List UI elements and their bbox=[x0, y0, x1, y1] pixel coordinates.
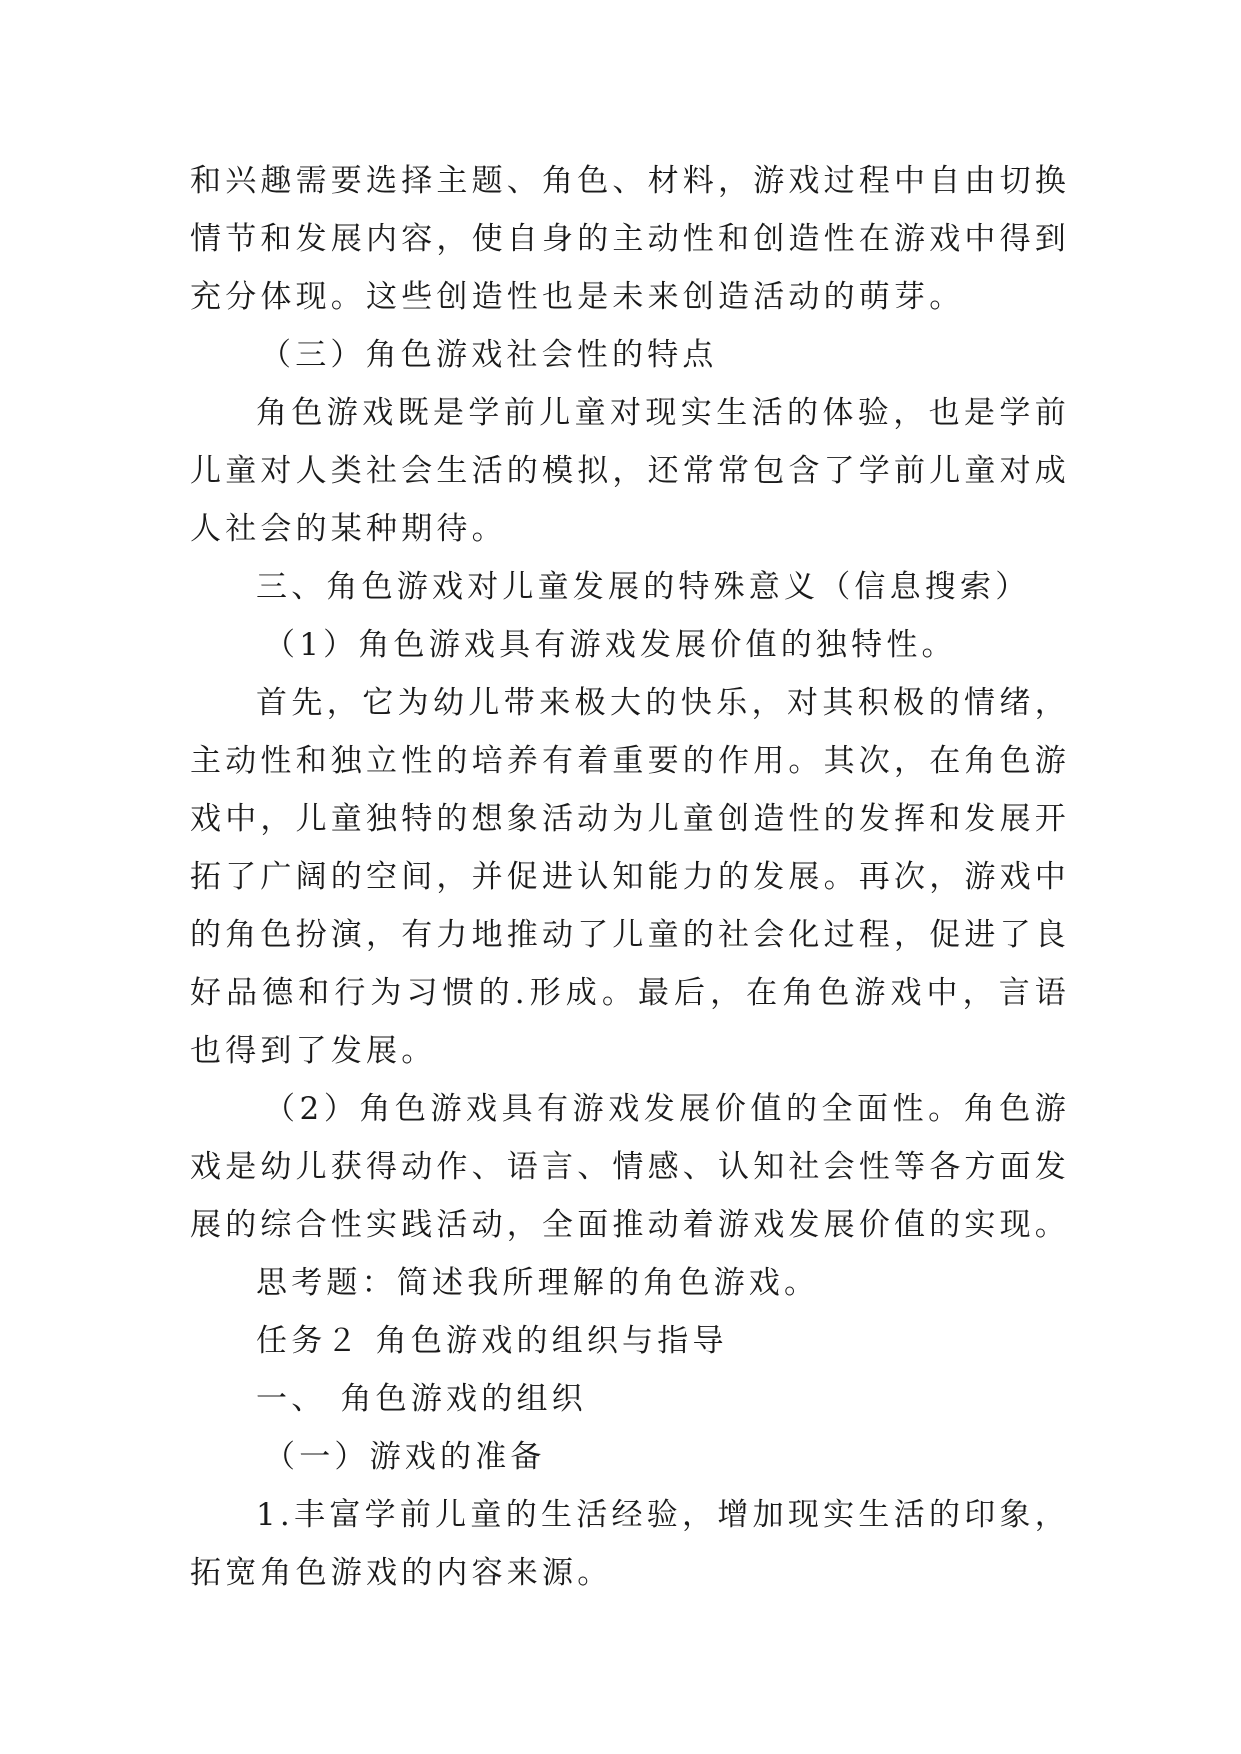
thinking-question: 思考题：简述我所理解的角色游戏。 bbox=[256, 1265, 820, 1301]
document-body bbox=[190, 152, 1070, 1602]
section-heading-organization: 一、 角色游戏的组织 bbox=[256, 1381, 587, 1417]
section-heading-social-nature: （三）角色游戏社会性的特点 bbox=[260, 337, 718, 373]
paragraph-uniqueness: 首先，它为幼儿带来极大的快乐，对其积极的情绪，主动性和独立性的培养有着重要的作用。其次，在角色游戏中，儿童独特的想象活动为儿童创造性的发挥和发展开拓了广阔的空间，并促进认知能力的发展。再次，游戏中的角色扮演，有力地推动了儿童的社会化过程，促进了良好品德和行为习惯的.形成。最后，在角色游戏中，言语也得到了发展。 bbox=[190, 685, 1070, 1069]
paragraph-comprehensiveness: （2）角色游戏具有游戏发展价值的全面性。角色游戏是幼儿获得动作、语言、情感、认知社会性等各方面发展的综合性实践活动，全面推动着游戏发展价值的实现。 bbox=[190, 1091, 1070, 1243]
paragraph-social-nature: 角色游戏既是学前儿童对现实生活的体验，也是学前儿童对人类社会生活的模拟，还常常包含了学前儿童对成人社会的某种期待。 bbox=[190, 395, 1070, 547]
subheading-preparation: （一）游戏的准备 bbox=[264, 1439, 546, 1475]
subheading-uniqueness: （1）角色游戏具有游戏发展价值的独特性。 bbox=[264, 627, 957, 663]
paragraph-continuation: 和兴趣需要选择主题、角色、材料，游戏过程中自由切换情节和发展内容，使自身的主动性和创造性在游戏中得到充分体现。这些创造性也是未来创造活动的萌芽。 bbox=[190, 163, 1070, 315]
task-heading: 任务２ 角色游戏的组织与指导 bbox=[256, 1323, 728, 1359]
list-item-1: 1.丰富学前儿童的生活经验，增加现实生活的印象，拓宽角色游戏的内容来源。 bbox=[190, 1497, 1070, 1591]
section-heading-special-significance: 三、角色游戏对儿童发展的特殊意义（信息搜索） bbox=[256, 569, 1031, 605]
